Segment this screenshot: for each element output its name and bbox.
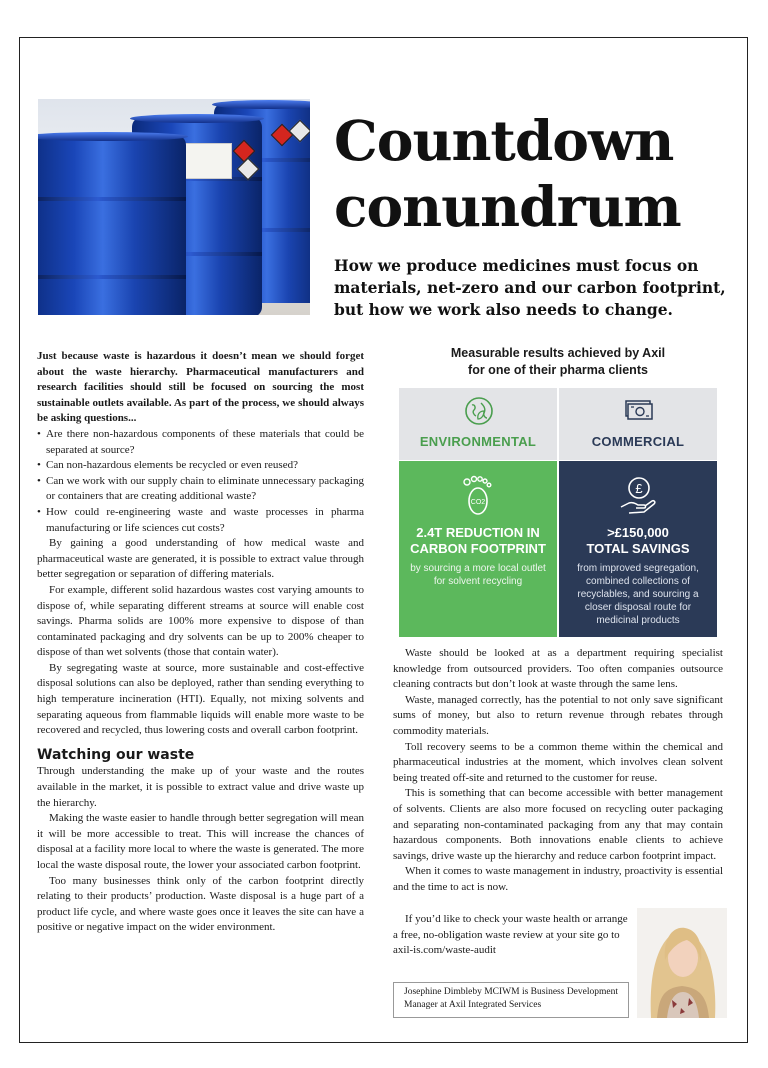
commercial-description: from improved segregation, combined collections of recyclables, and sourcing a closer disposal route for medicinal products — [577, 563, 699, 626]
headline: Countdown conundrum — [334, 108, 681, 239]
call-to-action: If you’d like to check your waste health or arrange a free, no-obligation waste review at your site go to axil-is.com/waste-audit — [393, 913, 628, 957]
hand-pound-coin-icon — [618, 475, 658, 519]
left-column — [37, 349, 364, 936]
environmental-result — [399, 461, 557, 637]
body-paragraph: Waste should be looked at as a department requiring specialist knowledge from outsourced providers. Too often companies outsource cleaning contracts but don’t look at waste through the same lens. — [393, 647, 723, 691]
drum — [38, 135, 186, 315]
body-paragraph: By gaining a good understanding of how medical waste and pharmaceutical waste are generated, it is possible to extract value through better segregation or separation of differing materials. — [37, 537, 364, 581]
svg-text:£: £ — [635, 481, 643, 496]
author-photo — [637, 908, 727, 1018]
environmental-header — [399, 388, 557, 460]
environmental-stat: 2.4T REDUCTION IN CARBON FOOTPRINT — [410, 525, 546, 556]
body-paragraph: This is something that can become accessible with better management of solvents. Clients are also more focused on recycling outer packaging and separating non-contaminated packaging from any that may contain hazardous components. Both innovations enable clients to achieve savings, drive waste up the hierarchy and reduce carbon footprint impact. — [393, 787, 723, 862]
body-paragraph: For example, different solid hazardous wastes cost varying amounts to dispose of, while separating different streams at source will enable cost savings. Pharma solids are 100% more expensive to dispose of than contaminated packaging and dry solvents can be up to 200% cheaper to dispose of than wet solvents (those that contain water). — [37, 583, 364, 659]
infographic-grid — [396, 388, 720, 638]
banknotes-icon — [623, 395, 655, 427]
commercial-stat: >£150,000 TOTAL SAVINGS — [586, 525, 690, 556]
body-paragraph: Too many businesses think only of the carbon footprint directly relating to their products’ production. Waste disposal is a huge part of a product life cycle, and where waste goes once it leaves the site can have a positive or negative impact on the wider environment. — [37, 874, 364, 934]
commercial-label: COMMERCIAL — [591, 434, 685, 449]
body-paragraph: Making the waste easier to handle through better segregation will mean it will be more accessible to treat. This will increase the chances of disposal at a facility more local to where the waste is generated. The more local the waste disposal route, the lower your associated carbon footprint. — [37, 812, 364, 871]
subheading: Watching our waste — [37, 746, 195, 763]
commercial-result — [559, 461, 717, 637]
svg-text:CO2: CO2 — [470, 499, 486, 506]
hero-image — [38, 99, 310, 315]
results-infographic — [396, 345, 720, 638]
environmental-description: by sourcing a more local outlet for solvent recycling — [410, 563, 546, 587]
commercial-header — [559, 388, 717, 460]
list-item: • How could re-engineering waste and waste processes in pharma manufacturing or life sciences cut costs? — [37, 505, 364, 536]
author-byline: Josephine Dimbleby MCIWM is Business Development Manager at Axil Integrated Services — [393, 982, 629, 1018]
infographic-title: Measurable results achieved by Axil for one of their pharma clients — [450, 346, 666, 377]
list-item: • Are there non-hazardous components of these materials that could be separated at source? — [37, 427, 364, 458]
body-paragraph: Through understanding the make up of your waste and the routes available in the market, it is possible to extract value and drive waste up the hierarchy. — [37, 765, 364, 809]
intro-paragraph: Just because waste is hazardous it doesn’t mean we should forget about the waste hierarchy. Pharmaceutical manufacturers and research facilities should still be focused on sourcing the most sustainable outlets available. As part of the process, we should always be asking questions... — [37, 350, 364, 425]
environmental-label: ENVIRONMENTAL — [419, 434, 537, 449]
footprint-co2-icon — [458, 475, 498, 519]
body-paragraph: By segregating waste at source, more sustainable and cost-effective disposal solutions can also be deployed, rather than sending everything to high temperature incineration (HTI). Equally, not mixing solvents and separating aqueous from flammable liquids will enable more waste to be recovered and recycled, thus lowering costs and overall carbon footprint. — [37, 661, 364, 737]
list-item: • Can non-hazardous elements be recycled or even reused? — [37, 458, 364, 474]
globe-leaf-icon — [463, 395, 495, 427]
standfirst: How we produce medicines must focus on materials, net-zero and our carbon footprint, but how we work also needs to change. — [334, 256, 726, 319]
body-paragraph: Waste, managed correctly, has the potential to not only save significant sums of money, but also to return revenue through rebates through commodity materials. — [393, 693, 723, 737]
right-column — [393, 646, 723, 896]
question-list — [37, 427, 364, 536]
list-item: • Can we work with our supply chain to eliminate unnecessary packaging or containers that are creating additional waste? — [37, 474, 364, 505]
body-paragraph: When it comes to waste management in industry, proactivity is essential and the time to act is now. — [393, 865, 723, 893]
body-paragraph: Toll recovery seems to be a common theme within the chemical and pharmaceutical industries at the moment, which involves clean solvent being treated off-site and returned to the customer for reuse. — [393, 740, 723, 784]
